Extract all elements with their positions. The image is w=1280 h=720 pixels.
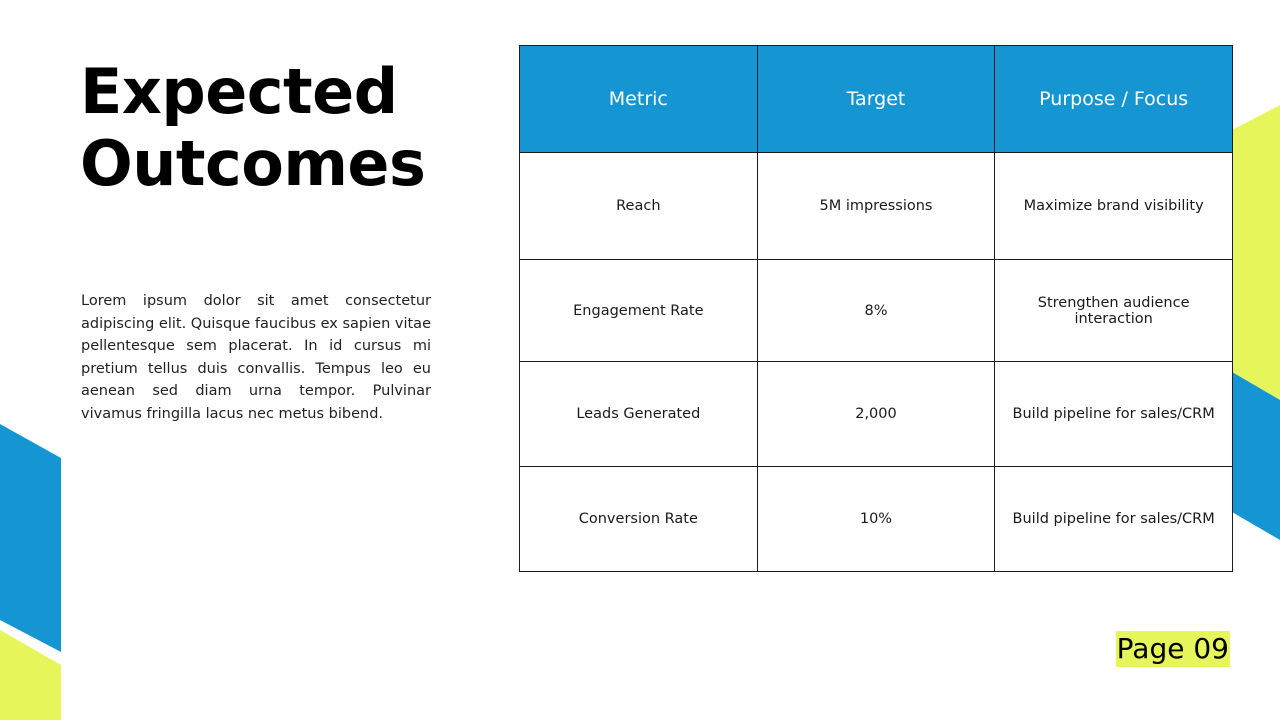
cell-purpose: Build pipeline for sales/CRM xyxy=(995,362,1233,467)
right-blue-shape xyxy=(1232,372,1280,540)
cell-metric: Leads Generated xyxy=(520,362,758,467)
body-paragraph: Lorem ipsum dolor sit amet consectetur adipiscing elit. Quisque faucibus ex sapien vitae pellentesque sem placerat. In id cursus mi pretium tellus duis convallis. Tempus leo eu aenean sed diam urna tempor. Pulvinar vivamus fringilla lacus nec metus bibend. xyxy=(81,293,431,422)
outcomes-table-container xyxy=(519,45,1233,568)
left-blue-shape xyxy=(0,424,61,652)
header-target: Target xyxy=(757,46,995,153)
cell-purpose: Maximize brand visibility xyxy=(995,153,1233,260)
cell-metric: Engagement Rate xyxy=(520,260,758,362)
cell-target: 2,000 xyxy=(757,362,995,467)
table-row xyxy=(520,467,1233,572)
header-metric: Metric xyxy=(520,46,758,153)
table-header-row xyxy=(520,46,1233,153)
cell-metric: Reach xyxy=(520,153,758,260)
cell-purpose: Build pipeline for sales/CRM xyxy=(995,467,1233,572)
header-purpose: Purpose / Focus xyxy=(995,46,1233,153)
title-line-2: Outcomes xyxy=(80,127,426,200)
cell-target: 8% xyxy=(757,260,995,362)
right-lime-shape xyxy=(1232,105,1280,400)
outcomes-table xyxy=(519,45,1233,572)
cell-purpose: Strengthen audience interaction xyxy=(995,260,1233,362)
page-number-label: Page 09 xyxy=(1116,632,1229,665)
table-row xyxy=(520,362,1233,467)
left-lime-shape xyxy=(0,630,61,720)
cell-target: 10% xyxy=(757,467,995,572)
table-row xyxy=(520,153,1233,260)
page-title xyxy=(80,56,480,200)
cell-target: 5M impressions xyxy=(757,153,995,260)
title-line-1: Expected xyxy=(80,55,398,128)
cell-metric: Conversion Rate xyxy=(520,467,758,572)
table-row xyxy=(520,260,1233,362)
